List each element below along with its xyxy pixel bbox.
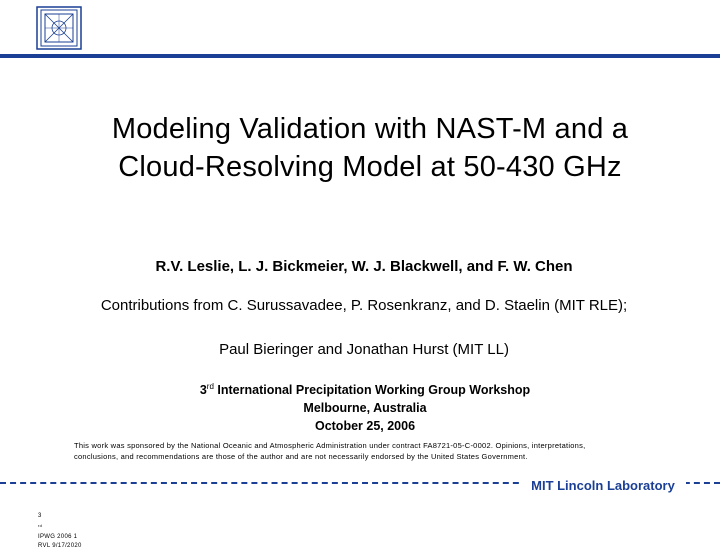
contributions-rle: Contributions from C. Surussavadee, P. Rosenkranz, and D. Staelin (MIT RLE); — [100, 297, 628, 314]
mit-ll-logo-icon — [36, 6, 82, 50]
lab-name: MIT Lincoln Laboratory — [531, 478, 675, 493]
slide-title — [40, 110, 700, 186]
title-line-1: Modeling Validation with NAST-M and a — [111, 113, 629, 145]
workshop-info — [0, 378, 720, 435]
footer-event: 3 $^{rd}$ IPWG 2006 1 — [38, 513, 78, 540]
author-list: R.V. Leslie, L. J. Bickmeier, W. J. Blackwell, and F. W. Chen — [155, 258, 573, 275]
header-divider — [0, 54, 720, 58]
slide-footer — [38, 512, 82, 551]
contributions-ll: Paul Bieringer and Jonathan Hurst (MIT LL) — [219, 341, 509, 358]
workshop-date: October 25, 2006 — [314, 419, 416, 433]
title-line-2: Cloud-Resolving Model at 50-430 GHz — [118, 151, 622, 183]
workshop-location: Melbourne, Australia — [303, 401, 427, 415]
workshop-name: 3rd International Precipitation Working Group Workshop — [199, 382, 531, 397]
sponsor-disclaimer: This work was sponsored by the National Oceanic and Atmospheric Administration under contract FA8721-05-C-0002. Opinions, interpretations, conclusions, and recommendations are those of the author and are not necessarily endorsed by the United States Government. — [74, 441, 586, 461]
footer-author-date: RVL 9/17/2020 — [38, 543, 82, 549]
